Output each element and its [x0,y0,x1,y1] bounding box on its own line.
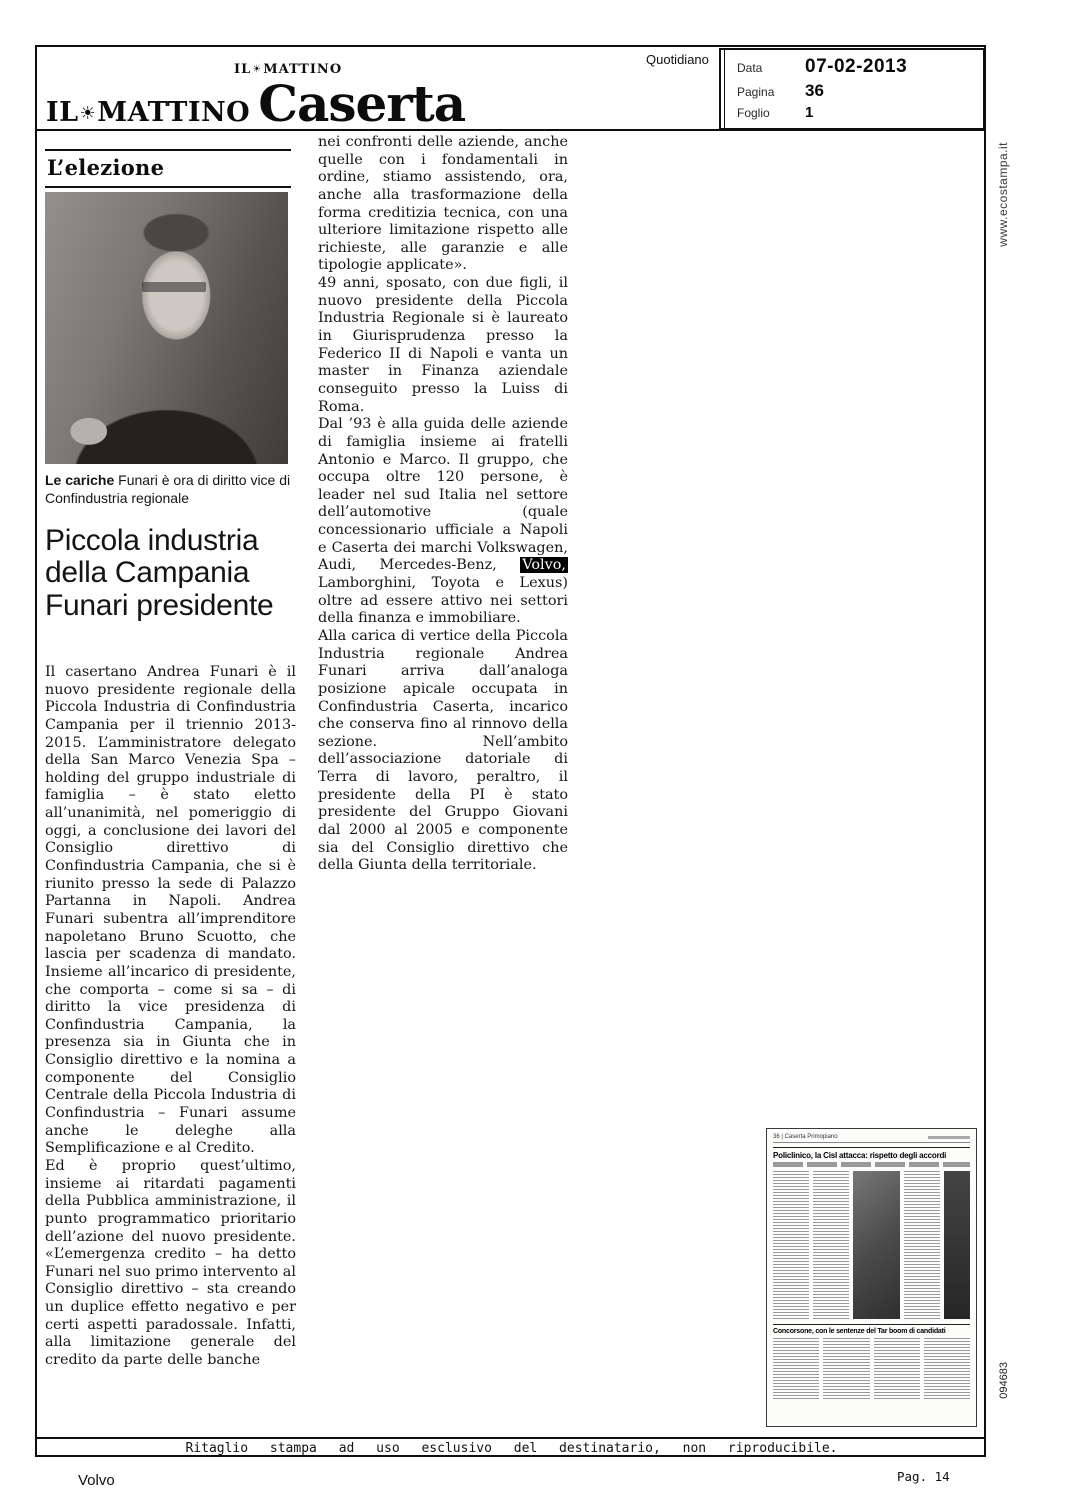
meta-data-label: Data [737,61,763,75]
thumbnail-text-column [823,1338,869,1400]
thumbnail-page-header [773,1134,970,1143]
ritaglio-disclaimer: Ritaglio stampa ad uso esclusivo del destinatario, non riproducibile. [185,1441,838,1456]
thumbnail-page-header-text: 36 | Caserta Primopiano [773,1134,838,1140]
subject-keyword: Volvo [78,1472,115,1489]
article-headline: Piccola industria della Campania Funari presidente [45,524,274,622]
thumbnail-side-photo [944,1171,970,1319]
article-column-2 [318,134,568,875]
paragraph-text: Lamborghini, Toyota e Lexus) oltre ad essere attivo nei settori della finanza e immobiliare. [318,575,568,627]
thumbnail-body [773,1171,970,1319]
highlighted-keyword: Volvo, [522,557,566,574]
meta-row-foglio [721,103,983,123]
paragraph [318,416,568,628]
meta-pagina-label: Pagina [737,85,775,99]
thumbnail-text-column [874,1338,920,1400]
publication-type-label: Quotidiano [646,52,709,67]
footer-divider [35,1437,986,1439]
caption-text: Funari è ora di diritto vice di Confindustria regionale [45,472,291,507]
meta-pagina-value: 36 [805,81,824,100]
masthead-title [46,97,250,128]
paragraph: Ed è proprio quest’ultimo, insieme ai ritardati pagamenti della Pubblica amministrazione, il punto programmatico prioritario dell’azione del nuovo presidente. «L’emergenza credito – ha detto Funari nel suo primo intervento al Consiglio direttivo – sta creando un duplice effetto negativo e per certi aspetti paradossale. Infatti, alla limitazione generale del credito da parte delle banche [45,1157,296,1368]
paragraph-text: Dal ’93 è alla guida delle aziende di famiglia insieme ai fratelli Antonio e Marco. Il gruppo, che occupa oltre 120 persone, è leader nel sud Italia nel settore dell’automotive (quale concessionario ufficiale a Napoli e Caserta dei marchi Volkswagen, Audi, Mercedes-Benz, [318,416,568,574]
paragraph: 49 anni, sposato, con due figli, il nuovo presidente della Piccola Industria Regionale si è laureato in Giurisprudenza presso la Federico II di Napoli e vanta un master in Finanza aziendale conseguito presso la Luiss di Roma. [318,275,568,415]
thumbnail-photo [853,1171,900,1319]
article-kicker: L’elezione [45,149,291,188]
thumbnail-text-column [773,1171,809,1319]
meta-foglio-label: Foglio [737,106,770,120]
meta-data-value: 07-02-2013 [805,56,908,77]
paragraph: nei confronti delle aziende, anche quelle con i fondamentali in ordine, stiamo assistendo, ora, anche alla trasformazione della forma creditizia tecnica, con una ulteriore limitazione rispetto alle richieste, alle garanzie e alle tipologie applicate». [318,134,568,274]
masthead-small-il: IL [234,62,252,77]
related-page-thumbnail [766,1128,977,1427]
thumbnail-date-bar [928,1136,970,1139]
thumbnail-text-column [813,1171,849,1319]
thumbnail-text-column [924,1338,970,1400]
thumbnail-subhead-bar [773,1162,970,1167]
photo-caption [45,471,293,507]
sun-icon: ☀ [79,103,97,124]
clipping-code: 094683 [998,1362,1010,1399]
masthead-city: Caserta [258,74,466,133]
thumbnail-headline-2: Concorsone, con le sentenze del Tar boom di candidati [773,1324,970,1335]
article-column-1 [45,664,296,1370]
thumbnail-body-2 [773,1338,970,1400]
caption-lead: Le cariche [45,472,115,488]
sun-icon: ☀ [252,64,263,75]
meta-row-data [721,55,983,80]
masthead-il: IL [46,97,79,128]
article-photo [45,192,288,464]
ecostampa-url: www.ecostampa.it [996,142,1010,247]
thumbnail-headline: Policlinico, la Cisl attacca: rispetto degli accordi [773,1147,970,1160]
thumbnail-text-column [773,1338,819,1400]
meta-row-pagina [721,80,983,103]
masthead-small-mattino: MATTINO [263,62,343,77]
masthead [46,74,465,133]
paragraph: Alla carica di vertice della Piccola Industria regionale Andrea Funari arriva dall’analoga posizione apicale occupata in Confindustria Caserta, incarico che conserva fino al rinnovo della sezione. Nell’ambito dell’associazione datoriale di Terra di lavoro, peraltro, il presidente della PI è stato presidente del Gruppo Giovani dal 2000 al 2005 e componente sia del Consiglio direttivo che della Giunta della territoriale. [318,627,568,874]
paragraph: Il casertano Andrea Funari è il nuovo presidente regionale della Piccola Industria di Confindustria Campania per il triennio 2013-2015. L’amministratore delegato della San Marco Venezia Spa – holding del gruppo industriale di famiglia – è stato eletto all’unanimità, nel pomeriggio di oggi, a conclusione dei lavori del Consiglio direttivo di Confindustria Campania, che si è riunito presso la sede di Palazzo Partanna in Napoli. Andrea Funari subentra all’imprenditore napoletano Bruno Scuotto, che lascia per scadenza di mandato. Insieme all’incarico di presidente, che comporta – come si sa – di diritto la vice presidenza di Confindustria Campania, la presenza sia in Giunta che in Consiglio direttivo e la nomina a componente del Consiglio Centrale della Piccola Industria di Confindustria – Funari assume anche le deleghe alla Semplificazione e al Credito. [45,664,296,1157]
meta-foglio-value: 1 [805,104,814,121]
thumbnail-text-column [904,1171,940,1319]
page-number: Pag. 14 [897,1469,950,1484]
clipping-meta-box [719,48,985,130]
masthead-mattino: MATTINO [97,97,251,128]
